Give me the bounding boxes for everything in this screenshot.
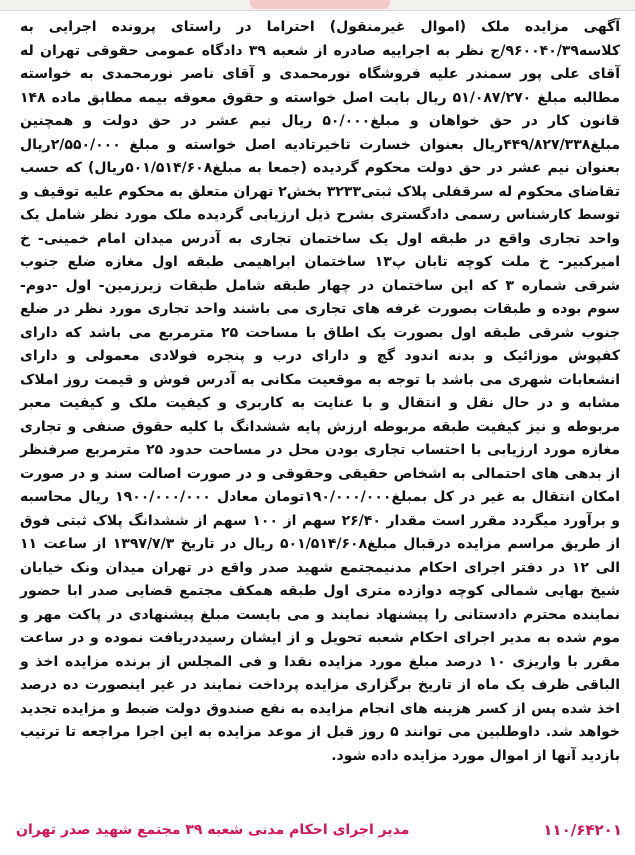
auction-notice-text: آگهی مزایده ملک (اموال غیرمنقول) احتراما در راستای پرونده اجرایی به کلاسه۹۶۰۰۴۰/۳۹/ج نظر به اجراییه صادره از شعبه ۳۹ دادگاه عمومی حقوقی تهران له آقای علی پور سمندر علیه فروشگاه نورمحمدی و آقای ناصر نورمحمدی به خواسته مطالبه مبلغ ۵۱/۰۸۷/۲۷۰ ریال بابت اصل خواسته و حقوق معوقه بیمه مطابق ماده ۱۴۸ قانون کار در حق خواهان و مبلغ۵۰/۰۰۰ ریال نیم عشر در حق دولت و همچنین مبلغ۴۴۹/۸۲۷/۳۳۸ریال بعنوان خسارت تاخیرتادیه اصل خواسته و مبلغ ۲/۵۵۰/۰۰۰ریال بعنوان نیم عشر در حق دولت محکوم گردیده (جمعا به مبلغ۵۰۱/۵۱۴/۶۰۸ریال) که حسب تقاضای محکوم له سرقفلی پلاک ثبتی۳۲۳۳ بخش۲ تهران متعلق به محکوم علیه توقیف و توسط کارشناس رسمی دادگستری بشرح ذیل ارزیابی گردیده ملک مورد نظر شامل یک واحد تجاری واقع در طبقه اول یک ساختمان تجاری به آدرس میدان امام خمینی- خ امیرکبیر- خ ملت کوچه تابان پ۱۳ ساختمان ابراهیمی طبقه اول مغازه ضلع جنوب شرقی شماره ۳ که این ساختمان در چهار طبقه شامل طبقات زیرزمین- اول -دوم- سوم بوده و طبقات بصورت غرفه های تجاری می باشند واحد تجاری مورد نظر در ضلع جنوب شرقی طبقه اول بصورت یک اطاق با مساحت ۲۵ مترمربع می باشد که دارای کفپوش موزائیک و بدنه اندود گچ و دارای درب و پنجره فولادی معمولی و دارای انشعابات شهری می باشد با توجه به موقعیت مکانی به آدرس فوش و قیمت روز املاک مشابه و در حال نقل و انتقال و با عنایت به کاربری و کیفیت ملک و کیفیت معبر مربوطه و نیز کیفیت طبقه مربوطه ارزش پایه ششدانگ با کلیه حقوق صنفی و تجاری مغازه مورد ارزیابی با احتساب تجاری بودن محل در مساحت حدود ۲۵ مترمربع صرفنظر از بدهی های احتمالی به اشخاص حقیقی وحقوقی و در صورت اصالت سند و در صورت امکان انتقال به غیر در کل بمبلغ۱۹۰/۰۰۰/۰۰۰تومان معادل ۱۹۰۰/۰۰۰/۰۰۰ ریال محاسبه و برآورد میگردد مقرر است مقدار ۲۶/۴۰ سهم از ۱۰۰ سهم از ششدانگ پلاک ثبتی فوق از طریق مراسم مزایده درقبال مبلغ۵۰۱/۵۱۴/۶۰۸ ریال در تاریخ ۱۳۹۷/۷/۳ از ساعت ۱۱ الی ۱۲ در دفتر اجرای احکام مدنیمجتمع شهید صدر واقع در تهران میدان ونک خیابان شیخ بهایی شمالی کوچه دوازده متری اول طبقه همکف مجتمع قضایی صدر ابا حضور نماینده محترم دادستانی را پیشنهاد نمایند و می بایست مبلغ پیشنهادی در پاکت مهر و موم شده به مدیر اجرای احکام شعبه تحویل و از ایشان رسیددریافت نموده و در ساعت مقرر با واریزی ۱۰ درصد مبلغ مورد مزایده نقدا و فی المجلس از برنده مزایده اخذ و الباقی ظرف یک ماه از تاریخ برگزاری مزایده پرداخت نمایند در غیر اینصورت ده درصد اخذ شده پس از کسر هزینه های انجام مزایده به نفع صندوق دولت ضبط و مزایده تجدید خواهد شد. داوطلبین می توانند ۵ روز قبل از موعد مزایده به این اجرا مراجعه تا ترتیب بازدید آنها از اموال مورد مزایده داده شود. bbox=[20, 19, 621, 764]
issuer-signature: مدیر اجرای احکام مدنی شعبه ۳۹ مجتمع شهید صدر تهران bbox=[16, 822, 410, 838]
notice-code: ۱۱۰/۶۴۲۰۱ bbox=[543, 821, 622, 839]
notice-footer bbox=[16, 815, 622, 845]
header-mark bbox=[250, 0, 390, 9]
top-header-strip bbox=[0, 0, 635, 11]
